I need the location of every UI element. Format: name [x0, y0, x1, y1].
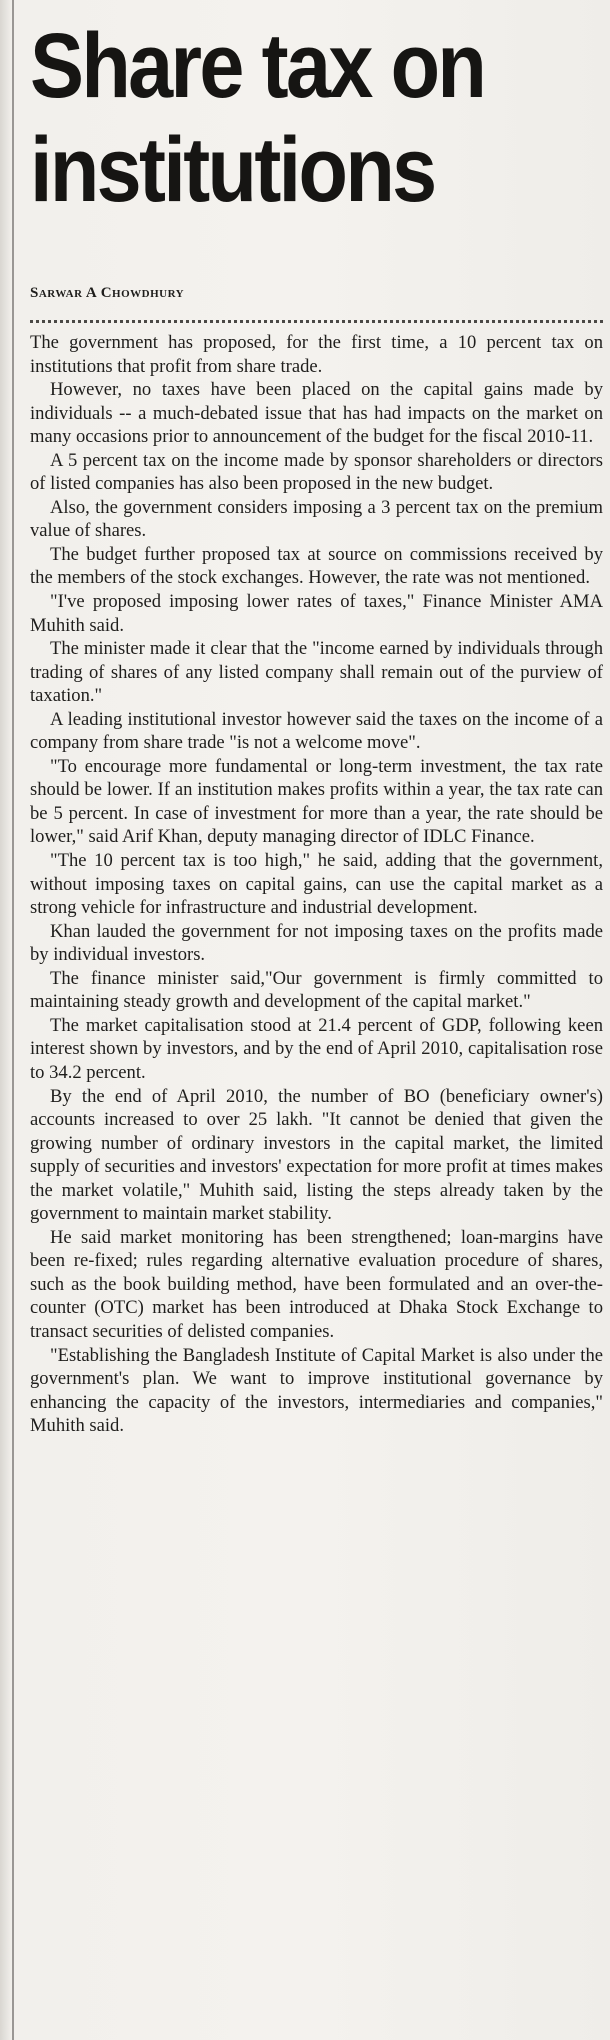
paragraph-12: The finance minister said,"Our government is firmly committed to maintaining steady growth and development of the capital market.": [30, 967, 603, 1013]
paragraph-8: A leading institutional investor however said the taxes on the income of a company from share trade "is not a welcome move".: [30, 708, 603, 754]
headline-line-1: Share tax on: [30, 15, 485, 117]
paragraph-15: He said market monitoring has been strengthened; loan-margins have been re-fixed; rules regarding alternative evaluation procedure of shares, such as the book building method, have been formulated and an over-the-counter (OTC) market has been introduced at Dhaka Stock Exchange to transact securities of delisted companies.: [30, 1226, 603, 1342]
headline-line-2: institutions: [30, 119, 435, 221]
paragraph-10: "The 10 percent tax is too high," he said, adding that the government, without imposing taxes on capital gains, can use the capital market as a strong vehicle for infrastructure and industrial development.: [30, 850, 603, 919]
dotted-divider: [30, 320, 603, 323]
byline: Sarwar A Chowdhury: [30, 285, 185, 301]
paragraph-5: The budget further proposed tax at source on commissions received by the members of the stock exchanges. However, the rate was not mentioned.: [30, 543, 603, 589]
paragraph-11: Khan lauded the government for not imposing taxes on the profits made by individual investors.: [30, 920, 603, 966]
paragraph-3: A 5 percent tax on the income made by sponsor shareholders or directors of listed companies has also been proposed in the new budget.: [30, 449, 603, 495]
paragraph-6: "I've proposed imposing lower rates of taxes," Finance Minister AMA Muhith said.: [30, 591, 603, 636]
paragraph-1: The government has proposed, for the first time, a 10 percent tax on institutions that profit from share trade.: [30, 332, 603, 377]
paragraph-2: However, no taxes have been placed on the capital gains made by individuals -- a much-debated issue that has had impacts on the market on many occasions prior to announcement of the budget for the fiscal 2010-11.: [30, 379, 603, 448]
column-rule: [12, 0, 14, 2040]
paragraph-7: The minister made it clear that the "income earned by individuals through trading of shares of any listed company shall remain out of the purview of taxation.": [30, 638, 603, 707]
paragraph-4: Also, the government considers imposing a 3 percent tax on the premium value of shares.: [30, 496, 603, 542]
paragraph-14: By the end of April 2010, the number of BO (beneficiary owner's) accounts increased to over 25 lakh. "It cannot be denied that given the growing number of ordinary investors in the capital market, the limited supply of securities and investors' expectation for more profit at times makes the market volatile," Muhith said, listing the steps already taken by the government to maintain market stability.: [30, 1085, 603, 1225]
paragraph-9: "To encourage more fundamental or long-term investment, the tax rate should be lower. If an institution makes profits within a year, the tax rate can be 5 percent. In case of investment for more than a year, the rate should be lower," said Arif Khan, deputy managing director of IDLC Finance.: [30, 755, 603, 848]
article-body: [30, 331, 603, 1438]
headline: [30, 14, 536, 222]
paragraph-13: The market capitalisation stood at 21.4 percent of GDP, following keen interest shown by investors, and by the end of April 2010, capitalisation rose to 34.2 percent.: [30, 1014, 603, 1083]
paragraph-16: "Establishing the Bangladesh Institute of Capital Market is also under the government's plan. We want to improve institutional governance by enhancing the capacity of the investors, intermediaries and companies," Muhith said.: [30, 1344, 603, 1437]
